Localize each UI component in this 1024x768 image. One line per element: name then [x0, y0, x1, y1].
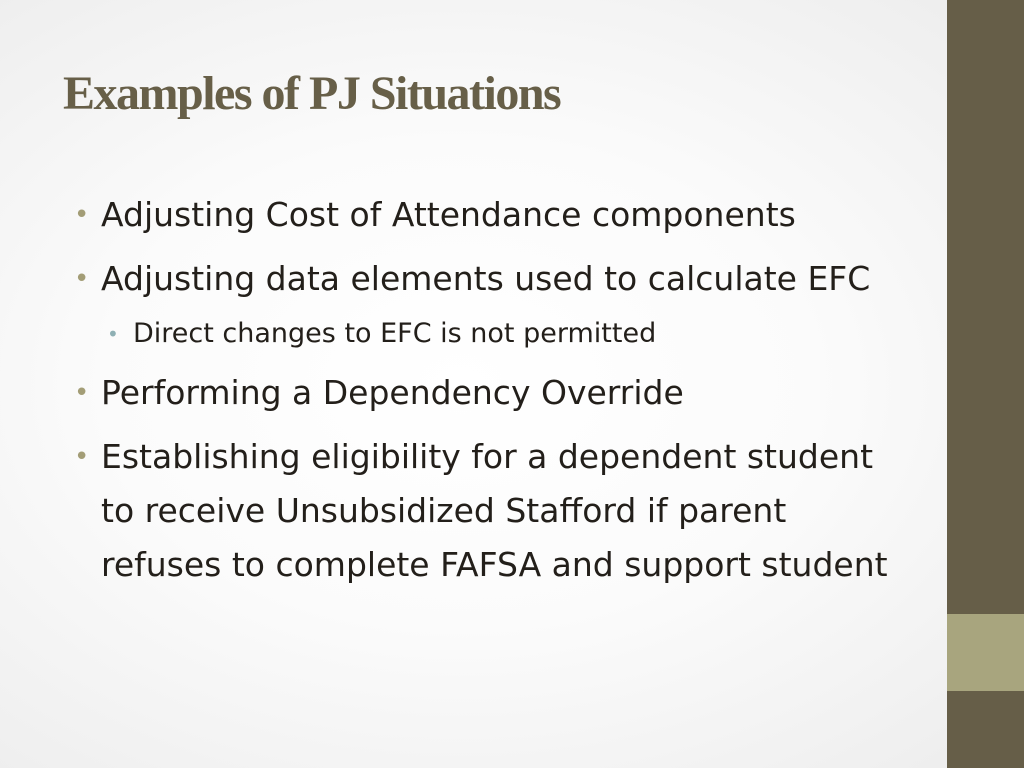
bullet-text: Adjusting data elements used to calculate EFC [101, 259, 871, 298]
bullet-item [74, 252, 904, 306]
side-accent-block [947, 614, 1024, 691]
bullet-item [74, 188, 904, 242]
sub-bullet-text: Direct changes to EFC is not permitted [133, 318, 657, 349]
bullet-text: Performing a Dependency Override [101, 373, 684, 412]
bullet-list [74, 188, 904, 602]
bullet-icon: • [74, 378, 90, 408]
slide-title: Examples of PJ Situations [63, 67, 561, 120]
bullet-icon: • [74, 264, 90, 294]
sub-bullet-item [107, 316, 904, 352]
bullet-icon: • [74, 442, 90, 472]
bullet-item [74, 430, 904, 592]
bullet-text: Establishing eligibility for a dependent student to receive Unsubsidized Stafford if parent refuses to complete FAFSA and support student [101, 437, 888, 584]
bullet-item [74, 366, 904, 420]
bullet-text: Adjusting Cost of Attendance components [101, 195, 796, 234]
sub-bullet-icon: • [107, 322, 119, 346]
bullet-icon: • [74, 200, 90, 230]
